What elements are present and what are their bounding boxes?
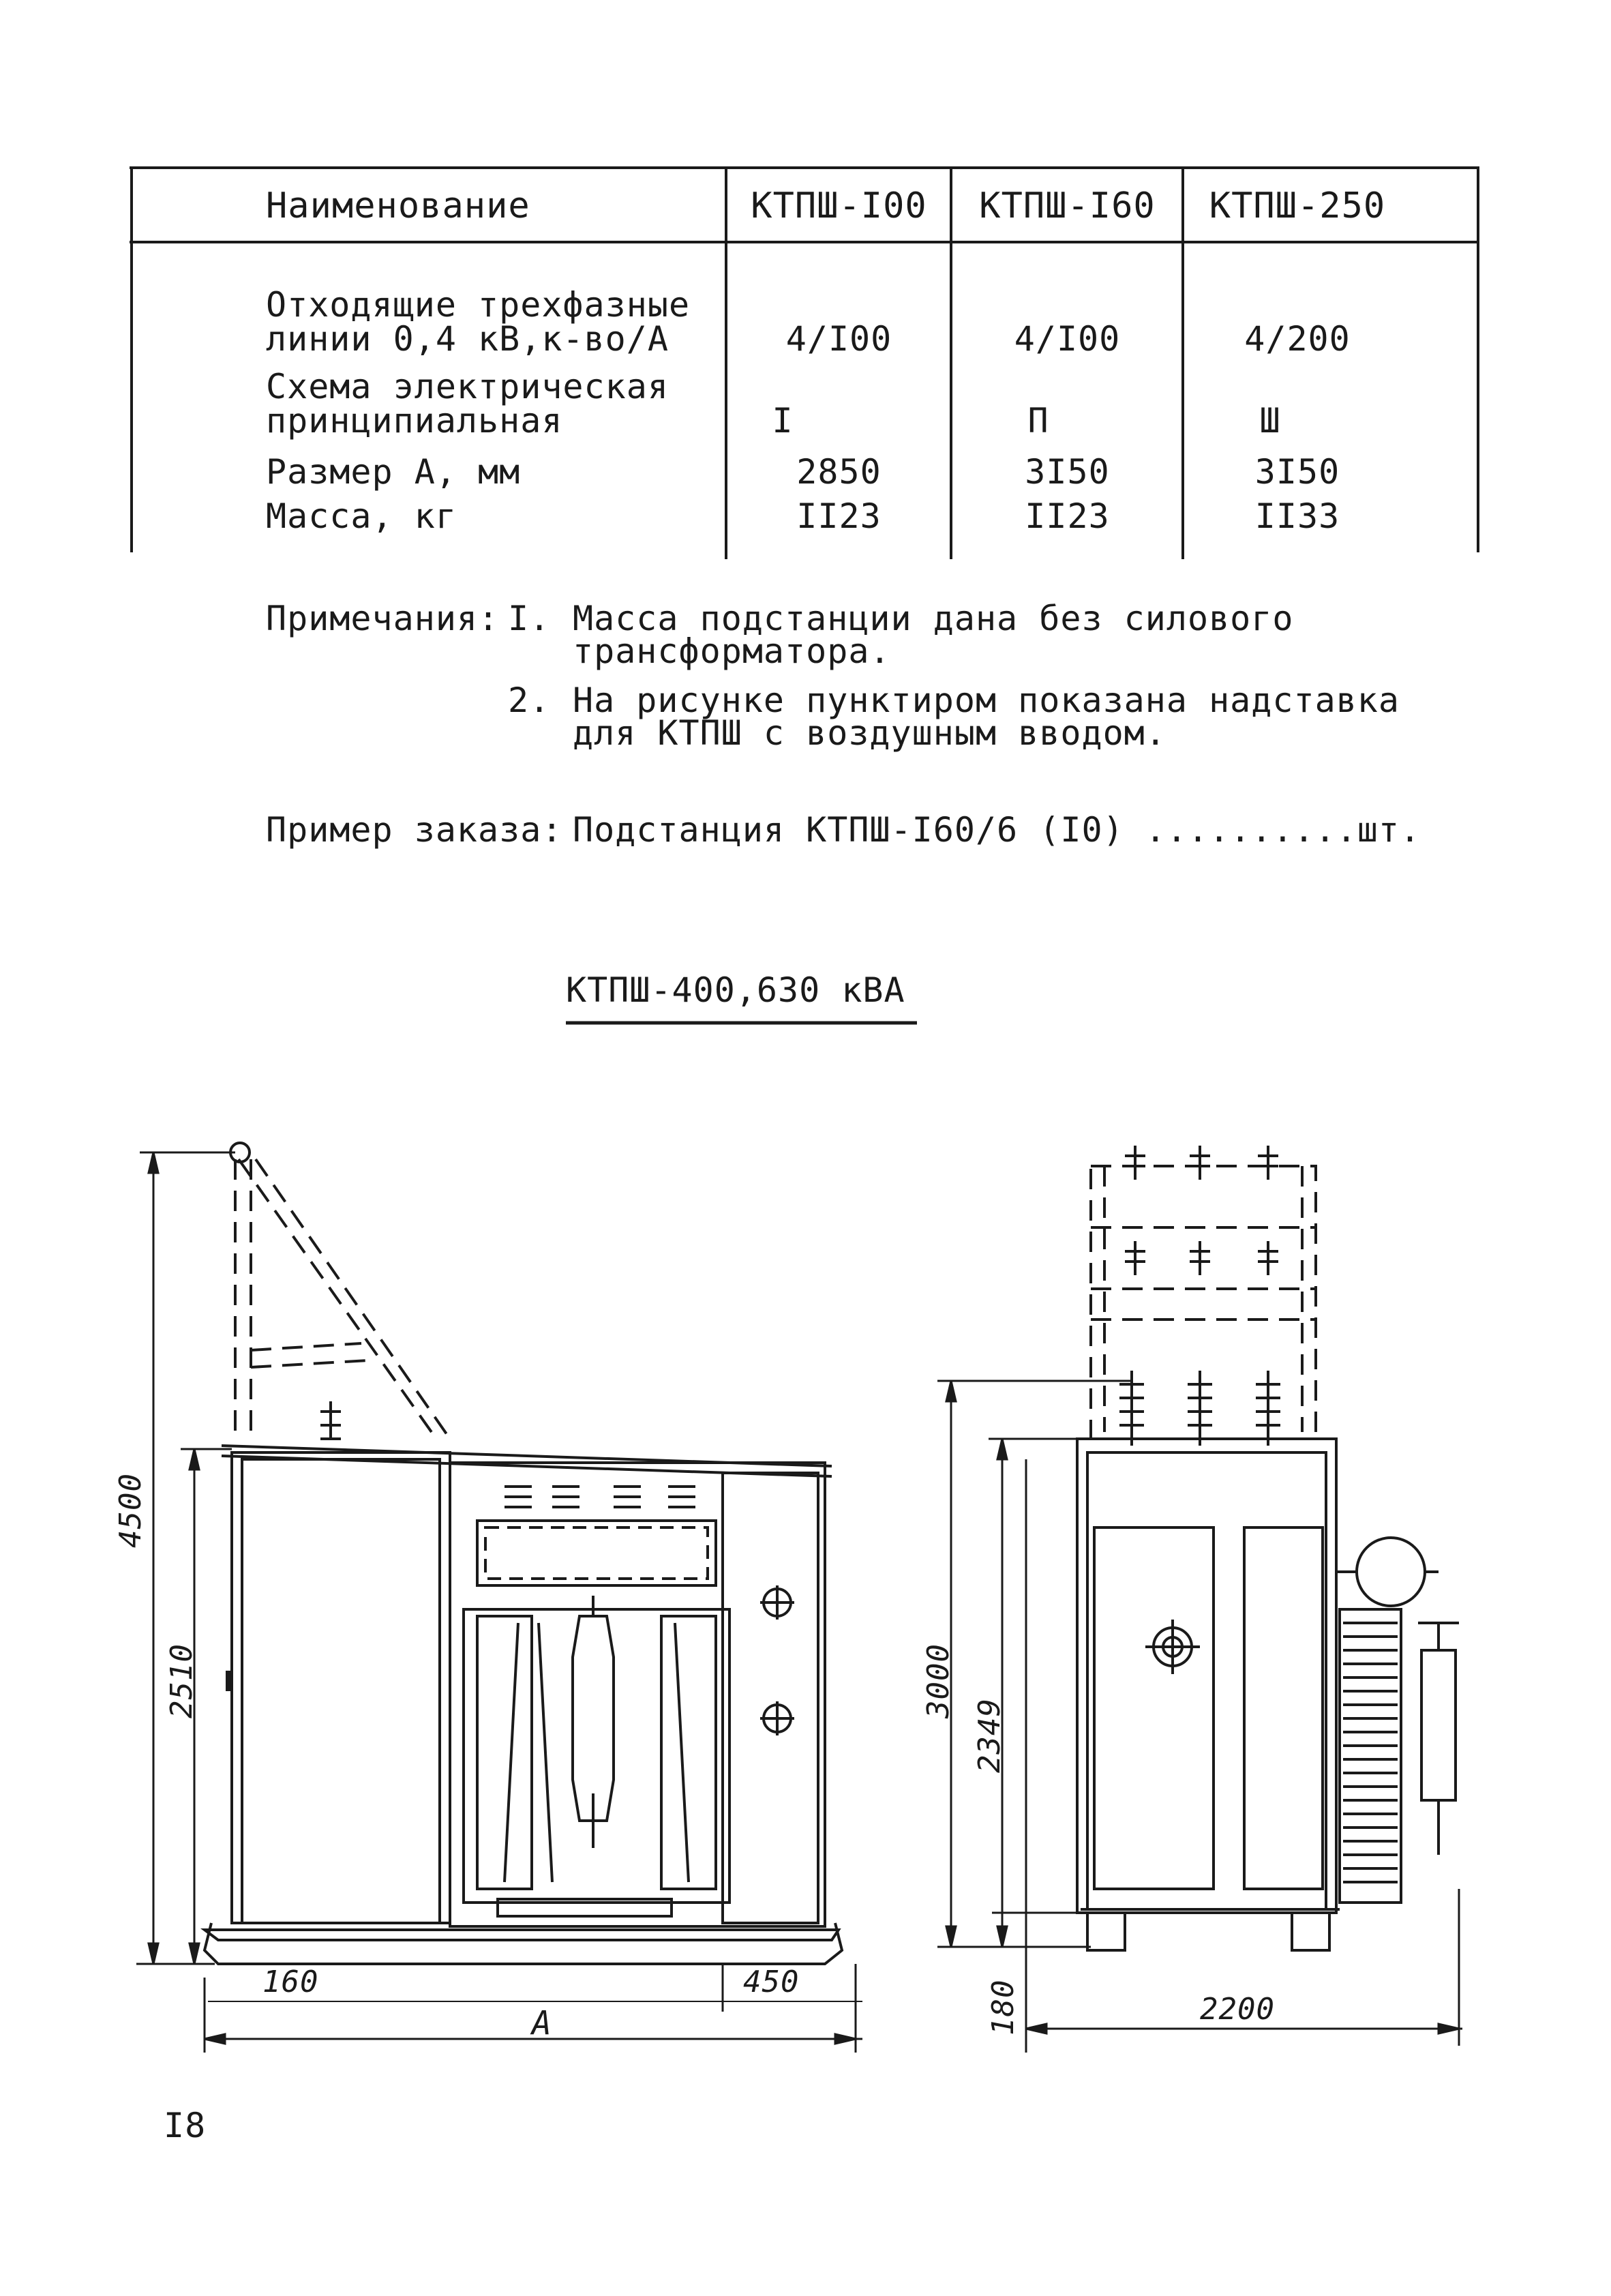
cell-mass-250: II33 (1254, 496, 1340, 536)
cell-outgoing-100: 4/I00 (785, 319, 892, 359)
cell-size-250: 3I50 (1254, 452, 1340, 492)
left-elevation-view (205, 1143, 842, 1964)
dim-right-base-height: 180 (986, 1979, 1021, 2036)
main-bushings (1119, 1371, 1280, 1446)
dim-width-a: A (532, 2004, 552, 2042)
notes-label: Примечания: (266, 599, 500, 638)
dim-right-total-height: 3000 (921, 1643, 956, 1718)
row-outgoing-lines-label-line2: линии 0,4 кВ,к-во/А (266, 319, 669, 359)
page-number: I8 (164, 2106, 207, 2145)
dim-right-body-height: 2349 (972, 1698, 1007, 1773)
note-1-text-line2: трансформатора. (573, 631, 891, 671)
dim-right-offset: 450 (743, 1965, 800, 1999)
column-header-name: Наименование (266, 185, 530, 226)
note-1-number: I. (508, 599, 551, 638)
cell-size-100: 2850 (796, 452, 882, 492)
row-size-a-label: Размер А, мм (266, 452, 521, 492)
cell-mass-100: II23 (796, 496, 882, 536)
dim-left-body-height: 2510 (164, 1643, 199, 1718)
note-1-text-line1: Масса подстанции дана без силового (573, 599, 1294, 638)
order-example-label: Пример заказа: (266, 810, 563, 850)
cell-scheme-160: П (1027, 401, 1049, 441)
note-2-text-line1: На рисунке пунктиром показана надставка (573, 681, 1400, 720)
row-scheme-label-line2: принципиальная (266, 401, 563, 441)
note-2-text-line2: для КТПШ с воздушным вводом. (573, 713, 1166, 753)
cell-scheme-250: Ш (1259, 401, 1281, 441)
order-example-text: Подстанция КТПШ-I60/6 (I0) ..........шт. (573, 810, 1421, 850)
right-elevation-view (1077, 1146, 1459, 1950)
cell-outgoing-250: 4/200 (1244, 319, 1351, 359)
louvres (505, 1487, 695, 1507)
cell-mass-160: II23 (1025, 496, 1110, 536)
cell-outgoing-160: 4/I00 (1014, 319, 1121, 359)
radiators (1340, 1609, 1401, 1903)
column-header-ktpsh-100: КТПШ-I00 (751, 185, 927, 226)
cell-scheme-100: I (772, 401, 794, 441)
dim-right-width: 2200 (1200, 1992, 1275, 2027)
row-outgoing-lines-label-line1: Отходящие трехфазные (266, 285, 691, 325)
cell-size-160: 3I50 (1025, 452, 1110, 492)
dashed-extension (235, 1159, 450, 1439)
row-scheme-label-line1: Схема электрическая (266, 367, 669, 406)
column-header-ktpsh-160: КТПШ-I60 (979, 185, 1156, 226)
section-title: КТПШ-400,630 кВА (566, 970, 905, 1010)
dim-left-offset: 160 (262, 1965, 319, 1999)
right-dimension-lines (937, 1381, 1462, 2053)
row-mass-label: Масса, кг (266, 496, 457, 536)
note-2-number: 2. (508, 681, 551, 720)
column-header-ktpsh-250: КТПШ-250 (1209, 185, 1386, 226)
dim-left-total-height: 4500 (113, 1473, 148, 1548)
